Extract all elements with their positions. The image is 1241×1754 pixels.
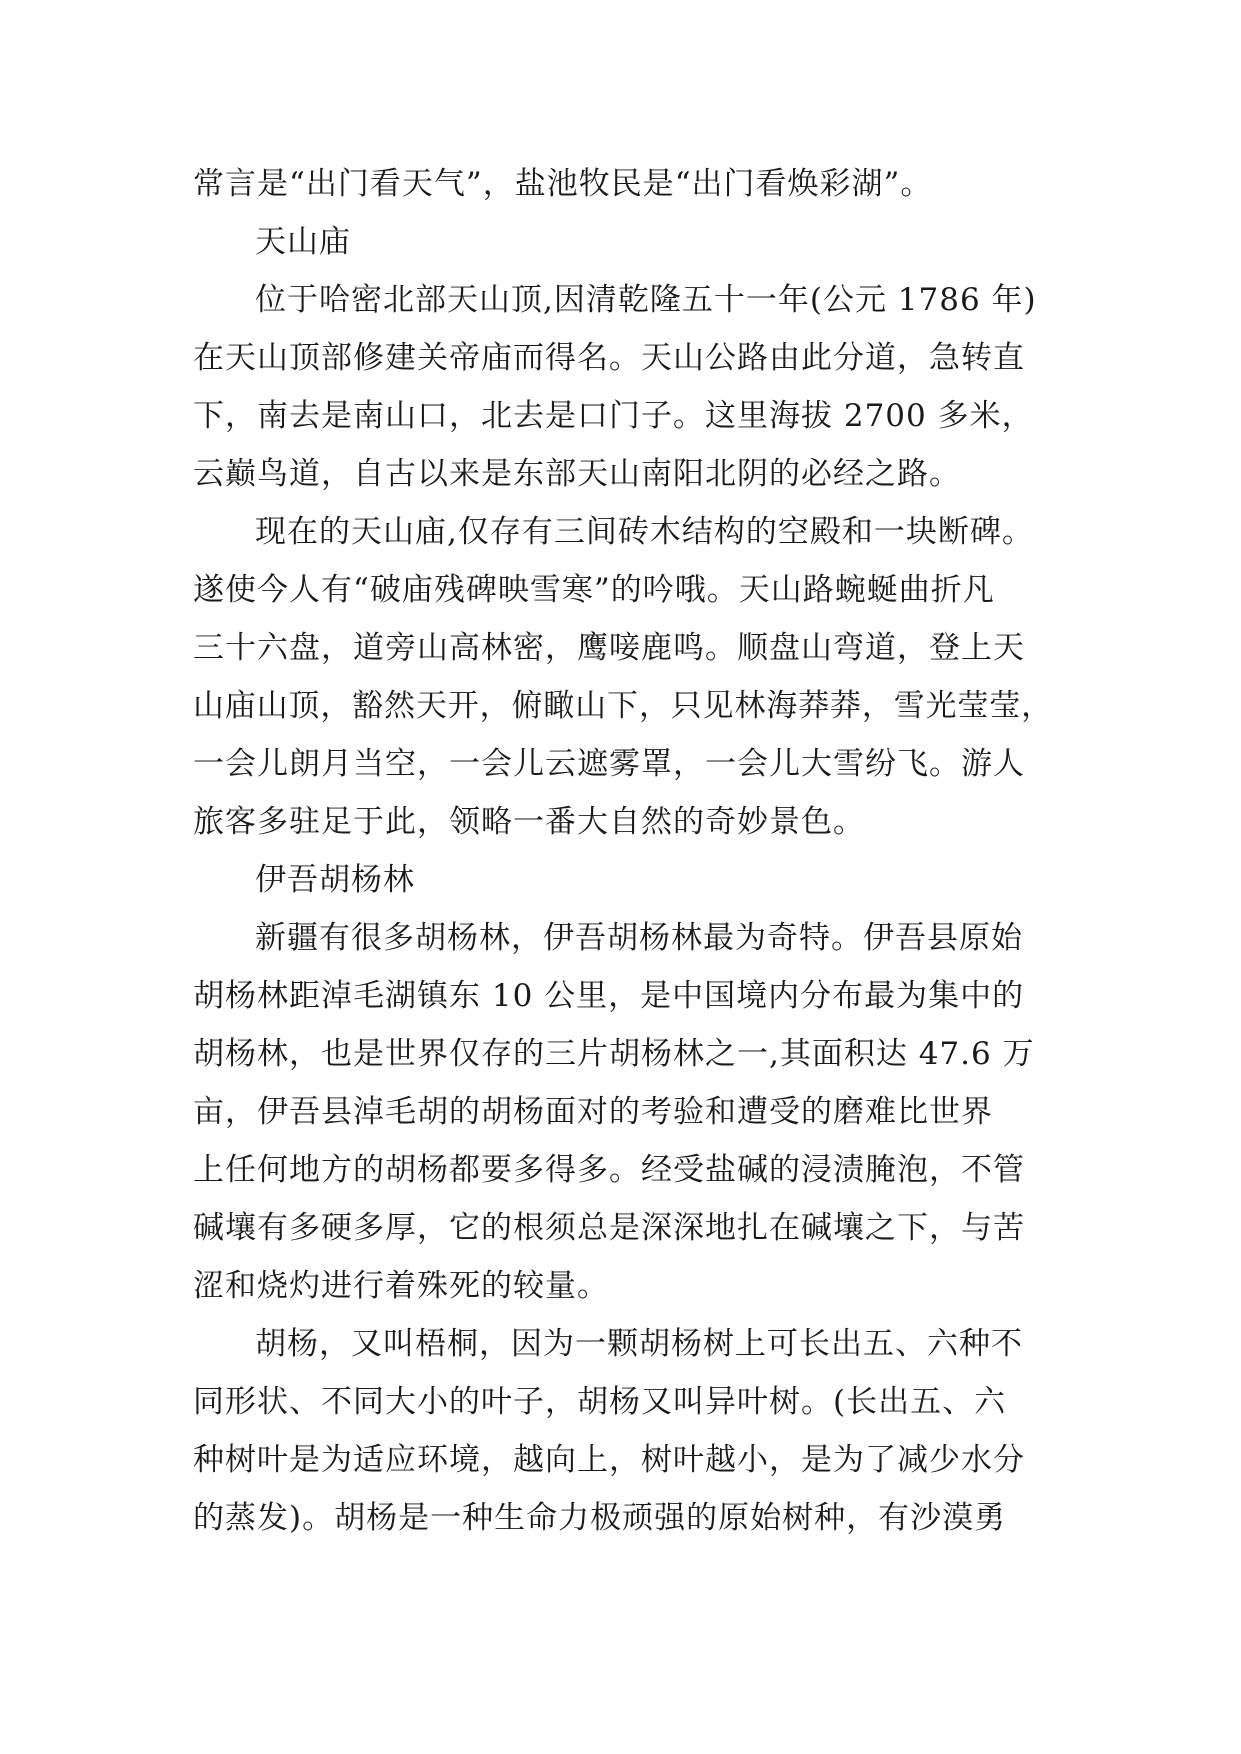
- text-line: 碱壤有多硬多厚，它的根须总是深深地扎在碱壤之下，与苦: [193, 1210, 1025, 1246]
- text-line: 天山庙: [255, 224, 351, 260]
- text-line: 在天山顶部修建关帝庙而得名。天山公路由此分道，急转直: [193, 340, 1025, 376]
- text-line: 种树叶是为适应环境，越向上，树叶越小，是为了减少水分: [193, 1442, 1025, 1478]
- text-line: 胡杨林，也是世界仅存的三片胡杨林之一,其面积达 47.6 万: [193, 1036, 1035, 1072]
- text-line: 新疆有很多胡杨林，伊吾胡杨林最为奇特。伊吾县原始: [255, 920, 1023, 956]
- text-line: 下，南去是南山口，北去是口门子。这里海拔 2700 多米，: [193, 398, 1034, 434]
- text-line: 云巅鸟道，自古以来是东部天山南阳北阴的必经之路。: [193, 456, 961, 492]
- text-line: 伊吾胡杨林: [255, 862, 415, 898]
- document-body: [193, 155, 1053, 1547]
- text-line: 的蒸发)。胡杨是一种生命力极顽强的原始树种，有沙漠勇: [193, 1500, 1007, 1536]
- text-line: 位于哈密北部天山顶,因清乾隆五十一年(公元 1786 年): [255, 282, 1037, 318]
- text-line: 现在的天山庙,仅存有三间砖木结构的空殿和一块断碑。: [255, 514, 1034, 550]
- text-line: 胡杨，又叫梧桐，因为一颗胡杨树上可长出五、六种不: [255, 1326, 1023, 1362]
- text-line: 常言是“出门看天气”，盐池牧民是“出门看焕彩湖”。: [193, 166, 933, 202]
- text-line: 涩和烧灼进行着殊死的较量。: [193, 1268, 609, 1304]
- text-line: 上任何地方的胡杨都要多得多。经受盐碱的浸渍腌泡，不管: [193, 1152, 1025, 1188]
- text-line: 胡杨林距淖毛湖镇东 10 公里，是中国境内分布最为集中的: [193, 978, 1025, 1014]
- text-line: 旅客多驻足于此，领略一番大自然的奇妙景色。: [193, 804, 865, 840]
- text-line: 三十六盘，道旁山高林密，鹰唼鹿鸣。顺盘山弯道，登上天: [193, 630, 1025, 666]
- text-line: 亩，伊吾县淖毛胡的胡杨面对的考验和遭受的磨难比世界: [193, 1094, 993, 1130]
- text-line: 遂使今人有“破庙残碑映雪寒”的吟哦。天山路蜿蜒曲折凡: [193, 572, 995, 608]
- text-line: 同形状、不同大小的叶子，胡杨又叫异叶树。(长出五、六: [193, 1384, 1007, 1420]
- text-line: 山庙山顶，豁然天开，俯瞰山下，只见林海莽莽，雪光莹莹，: [193, 688, 1054, 724]
- text-line: 一会儿朗月当空，一会儿云遮雾罩，一会儿大雪纷飞。游人: [193, 746, 1025, 782]
